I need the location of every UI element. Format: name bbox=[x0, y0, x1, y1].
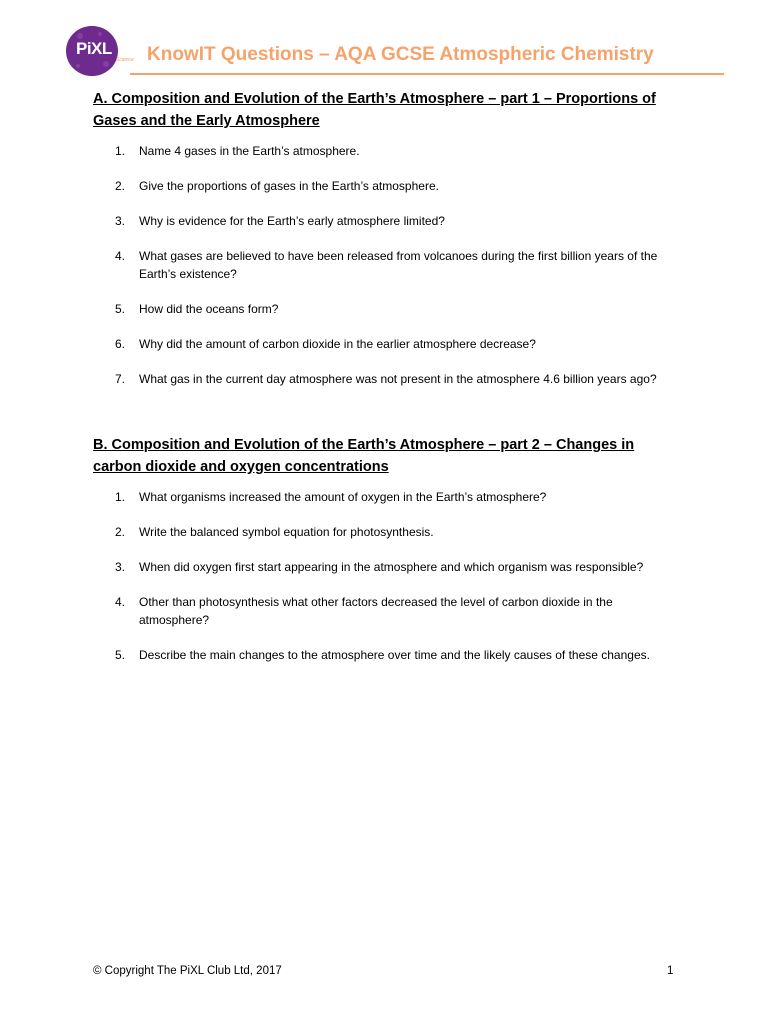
question-item bbox=[93, 178, 683, 196]
question-item bbox=[93, 336, 683, 354]
question-text: What gases are believed to have been released from volcanoes during the first billion years of the Earth’s existence? bbox=[139, 249, 658, 281]
question-item bbox=[93, 143, 683, 161]
question-number: 3. bbox=[115, 560, 126, 574]
question-number: 4. bbox=[115, 249, 126, 263]
question-item bbox=[93, 594, 683, 629]
question-item bbox=[93, 647, 683, 665]
pixl-logo bbox=[66, 26, 118, 76]
question-number: 1. bbox=[115, 490, 126, 504]
question-text: Why is evidence for the Earth’s early atmosphere limited? bbox=[139, 214, 445, 228]
page-number: 1 bbox=[667, 965, 674, 977]
section-b-heading: B. Composition and Evolution of the Earth’s Atmosphere – part 2 – Changes in carbon dioxide and oxygen concentrations bbox=[93, 437, 635, 475]
question-item bbox=[93, 489, 683, 507]
header-divider bbox=[130, 73, 724, 75]
question-text: When did oxygen first start appearing in the atmosphere and which organism was responsible? bbox=[139, 560, 644, 574]
section-b-question-list bbox=[93, 489, 683, 664]
question-item bbox=[93, 524, 683, 542]
logo-subtext: Science bbox=[116, 57, 134, 63]
section-a-question-list bbox=[93, 143, 683, 388]
question-text: Write the balanced symbol equation for photosynthesis. bbox=[139, 525, 434, 539]
question-number: 6. bbox=[115, 336, 126, 351]
question-number: 4. bbox=[115, 595, 126, 609]
section-a-heading: A. Composition and Evolution of the Earth’s Atmosphere – part 1 – Proportions of Gases and the Early Atmosphere bbox=[93, 91, 656, 129]
question-text: Why did the amount of carbon dioxide in the earlier atmosphere decrease? bbox=[139, 336, 536, 351]
question-number: 2. bbox=[115, 525, 126, 539]
question-number: 7. bbox=[115, 371, 126, 386]
question-text: Name 4 gases in the Earth’s atmosphere. bbox=[139, 144, 360, 158]
question-number: 5. bbox=[115, 647, 126, 662]
question-text: How did the oceans form? bbox=[139, 301, 279, 316]
question-text: What gas in the current day atmosphere was not present in the atmosphere 4.6 billion years ago? bbox=[139, 371, 657, 386]
question-number: 2. bbox=[115, 179, 126, 193]
question-number: 1. bbox=[115, 144, 126, 158]
question-item bbox=[93, 559, 683, 577]
question-number: 5. bbox=[115, 301, 126, 316]
logo-text: PiXL bbox=[76, 39, 112, 58]
question-text: Describe the main changes to the atmosphere over time and the likely causes of these changes. bbox=[139, 647, 650, 662]
question-number: 3. bbox=[115, 214, 126, 228]
question-item bbox=[93, 301, 683, 319]
question-text: Give the proportions of gases in the Earth’s atmosphere. bbox=[139, 179, 439, 193]
copyright-text: © Copyright The PiXL Club Ltd, 2017 bbox=[93, 965, 282, 977]
question-item bbox=[93, 248, 683, 283]
question-text: What organisms increased the amount of oxygen in the Earth’s atmosphere? bbox=[139, 490, 547, 504]
question-item bbox=[93, 371, 683, 389]
page-title: KnowIT Questions – AQA GCSE Atmospheric Chemistry bbox=[147, 44, 654, 65]
question-item bbox=[93, 213, 683, 231]
question-text: Other than photosynthesis what other factors decreased the level of carbon dioxide in the atmosphere? bbox=[139, 595, 613, 627]
